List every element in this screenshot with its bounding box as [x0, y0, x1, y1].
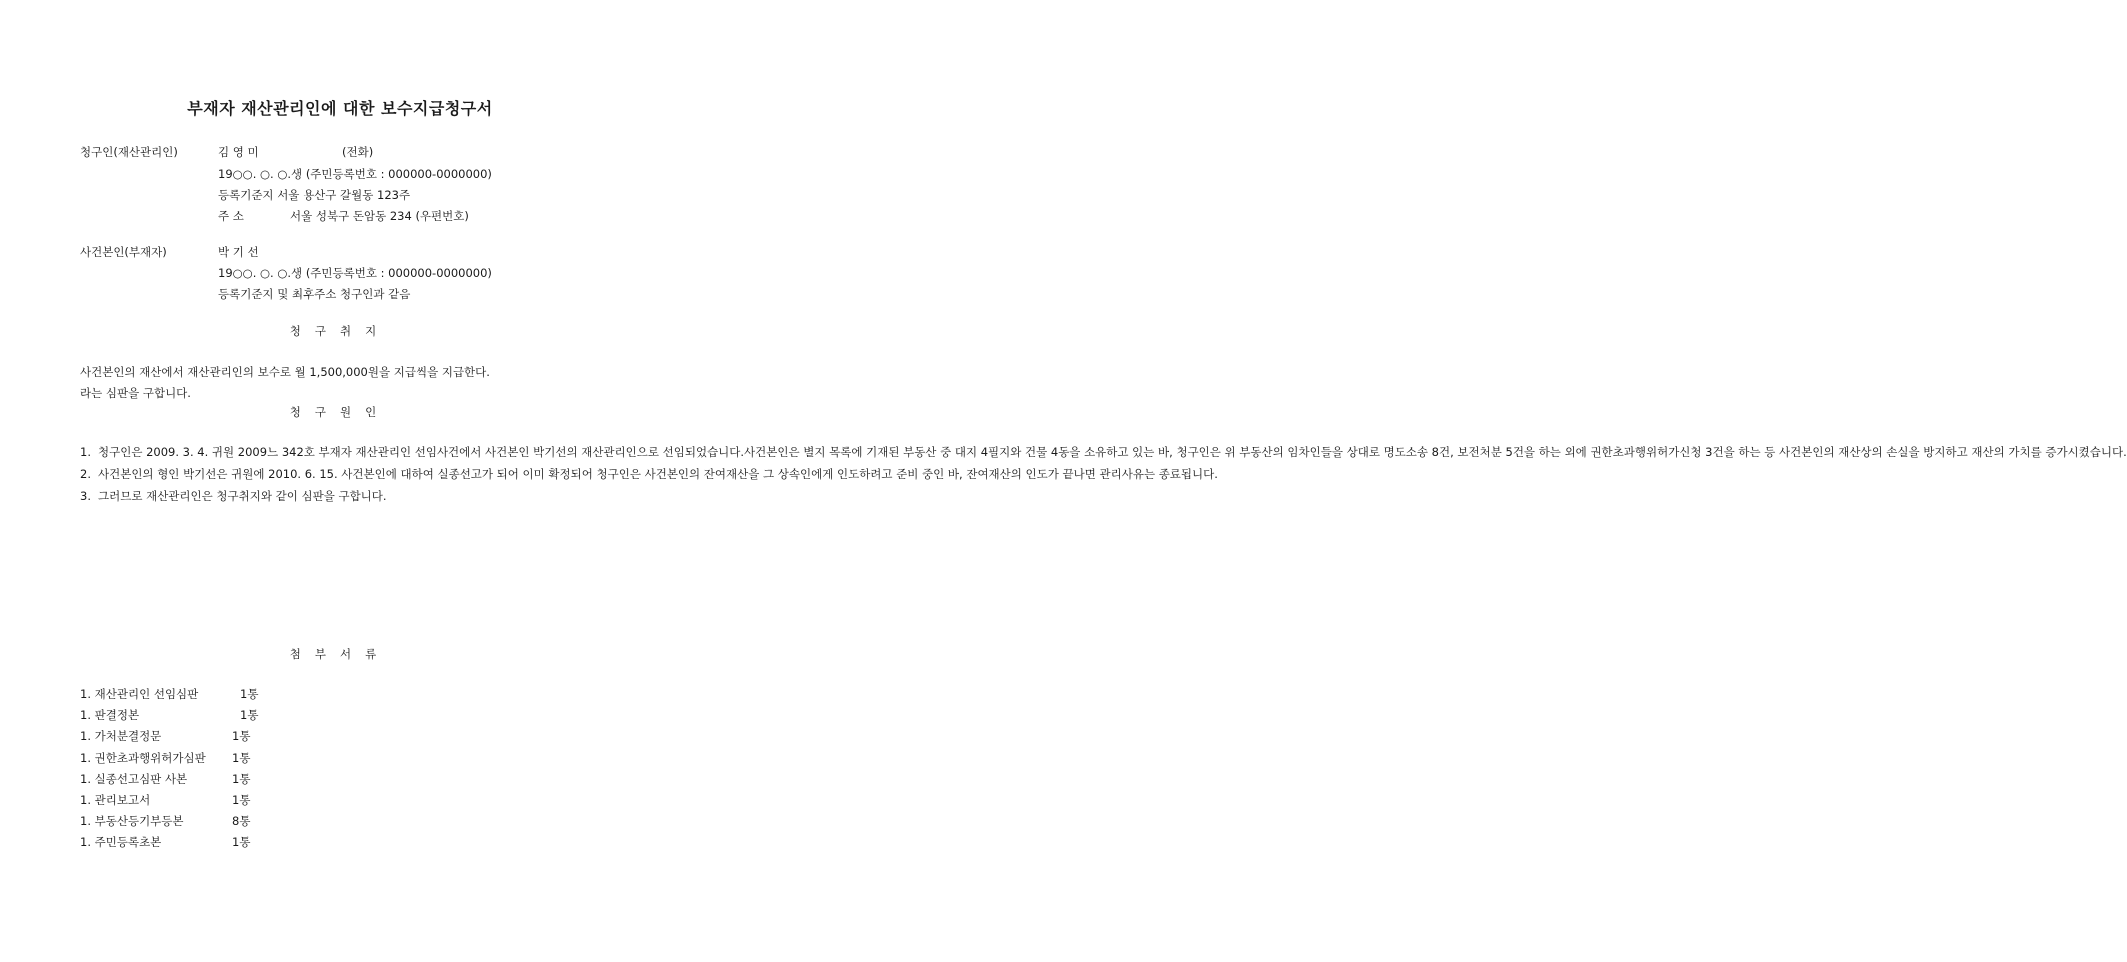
principal-name: 박 기 선: [218, 245, 259, 259]
purpose-text: 사건본인의 재산에서 재산관리인의 보수로 월 1,500,000원을 지급씩을 지급한다.: [80, 365, 490, 379]
attachment-name: 권한초과행위허가심판: [94, 750, 206, 765]
attachment-count: 8통: [232, 814, 251, 829]
cause-item: [80, 442, 2127, 464]
cause-item-text: 청구인은 2009. 3. 4. 귀원 2009느 342호 부재자 재산관리인 선임사건에서 사건본인 박기선의 재산관리인으로 선임되었습니다.사건본인은 별지 목록에 기재된 부동산 중 대지 4필지와 건물 4동을 소유하고 있는 바, 청구인은 위 부동산의 임차인들을 상대로 명도소송 8건, 보전처분 5건을 하는 외에 권한초과행위허가신청 3건을 하는 등 사건본인의 재산상의 손실을 방지하고 재산의 가치를 증가시켰습니다.: [98, 445, 2127, 459]
claimant-phone-label: (전화): [342, 145, 374, 159]
attachment-count: 1통: [240, 708, 259, 723]
attachments-list: [80, 684, 340, 854]
cause-item-number: 3.: [80, 488, 91, 503]
claimant-name: 김 영 미: [218, 145, 259, 159]
attachment-item: [80, 726, 340, 747]
principal-registry: 등록기준지 및 최후주소 청구인과 같음: [218, 287, 411, 301]
purpose-tail: 라는 심판을 구합니다.: [80, 386, 191, 400]
attachment-name: 부동산등기부등본: [94, 814, 184, 829]
attachment-name: 실종선고심판 사본: [94, 771, 188, 786]
attachment-item: [80, 705, 340, 726]
attachment-name: 주민등록초본: [94, 835, 162, 850]
attachment-item: [80, 811, 340, 832]
attachment-name: 판결정본: [94, 708, 140, 723]
cause-item: [80, 464, 1218, 486]
attachment-name: 관리보고서: [94, 792, 151, 807]
claimant-role-label: 청구인(재산관리인): [80, 145, 178, 159]
cause-item: [80, 486, 610, 508]
cause-item-text: 그러므로 재산관리인은 청구취지와 같이 심판을 구합니다.: [98, 488, 387, 503]
attachment-name: 가처분결정문: [94, 729, 162, 744]
claimant-address-label: 주 소: [218, 209, 244, 223]
attachment-number: 1.: [80, 835, 91, 850]
purpose-heading: 청구취지: [289, 324, 391, 338]
attachment-item: [80, 790, 340, 811]
principal-birth: 19○○. ○. ○.생 (주민등록번호 : 000000-0000000): [218, 266, 492, 280]
attachment-number: 1.: [80, 792, 91, 807]
cause-item-number: 2.: [80, 466, 91, 481]
cause-list: [80, 442, 2127, 507]
attachment-count: 1통: [232, 835, 251, 850]
cause-item-text: 사건본인의 형인 박기선은 귀원에 2010. 6. 15. 사건본인에 대하여 실종선고가 되어 이미 확정되어 청구인은 사건본인의 잔여재산을 그 상속인에게 인도하려고 준비 중인 바, 잔여재산의 인도가 끝나면 관리사유는 종료됩니다.: [98, 466, 1218, 481]
principal-role-label: 사건본인(부재자): [80, 245, 167, 259]
attachment-count: 1통: [232, 729, 251, 744]
attachments-heading: 첨부서류: [289, 647, 391, 661]
attachment-item: [80, 748, 340, 769]
attachment-number: 1.: [80, 708, 91, 723]
attachment-item: [80, 684, 340, 705]
attachment-count: 1통: [232, 771, 251, 786]
attachment-count: 1통: [232, 792, 251, 807]
attachment-number: 1.: [80, 771, 91, 786]
attachment-number: 1.: [80, 687, 91, 701]
document-title: 부재자 재산관리인에 대한 보수지급청구서: [187, 99, 493, 118]
cause-item-number: 1.: [80, 445, 91, 459]
attachment-item: [80, 769, 340, 790]
attachment-count: 1통: [240, 687, 259, 701]
claimant-address: 서울 성북구 돈암동 234 (우편번호): [290, 209, 469, 223]
attachment-count: 1통: [232, 750, 251, 765]
attachment-number: 1.: [80, 729, 91, 744]
claimant-birth: 19○○. ○. ○.생 (주민등록번호 : 000000-0000000): [218, 167, 492, 181]
attachment-number: 1.: [80, 750, 91, 765]
cause-heading: 청구원인: [289, 405, 391, 419]
claimant-registry: 등록기준지 서울 용산구 갈월동 123주: [218, 188, 411, 202]
attachment-name: 재산관리인 선임심판: [94, 687, 199, 701]
attachment-number: 1.: [80, 814, 91, 829]
attachment-item: [80, 832, 340, 853]
